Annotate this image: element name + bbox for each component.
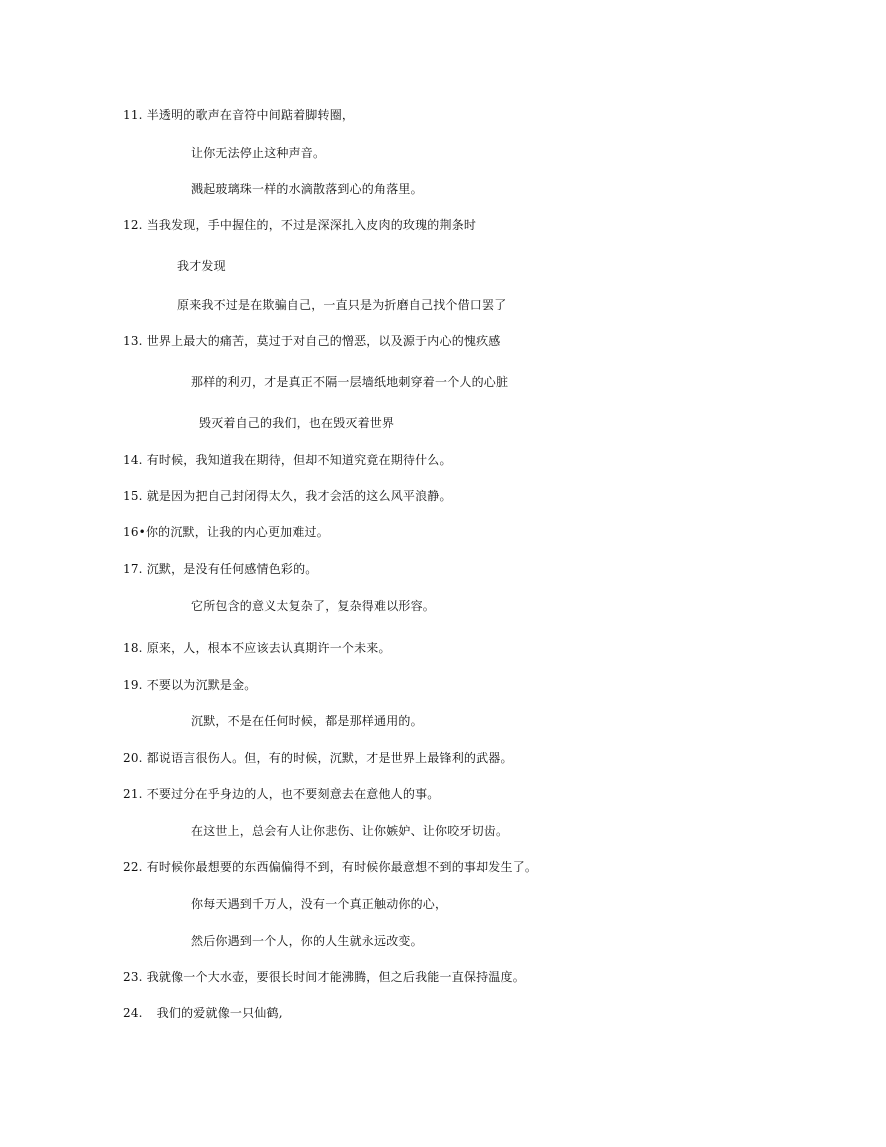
line-text: 我才发现 — [177, 259, 226, 273]
item-number: 23. — [123, 970, 143, 984]
line-21 — [123, 786, 440, 802]
item-number: 11. — [123, 108, 143, 122]
item-number: 17. — [123, 562, 143, 576]
item-number: 15. — [123, 489, 143, 503]
item-number: 19. — [123, 678, 143, 692]
line-11-cont-2 — [191, 181, 423, 197]
line-17-cont-1 — [191, 598, 435, 614]
line-15 — [123, 488, 452, 504]
item-number: 16• — [123, 525, 146, 539]
item-number: 14. — [123, 453, 143, 467]
line-12-cont-1 — [177, 258, 226, 274]
item-number: 18. — [123, 641, 143, 655]
line-text: 有时候，我知道我在期待，但却不知道究竟在期待什么。 — [146, 453, 452, 467]
item-number: 20. — [123, 751, 143, 765]
line-23 — [123, 969, 525, 985]
line-text: 毁灭着自己的我们，也在毁灭着世界 — [199, 416, 395, 430]
line-18 — [123, 640, 391, 656]
item-number: 13. — [123, 334, 143, 348]
line-19 — [123, 677, 257, 693]
line-text: 然后你遇到一个人，你的人生就永远改变。 — [191, 934, 423, 948]
line-text: 让你无法停止这种声音。 — [191, 146, 326, 160]
line-text: 原来我不过是在欺骗自己，一直只是为折磨自己找个借口罢了 — [177, 298, 507, 312]
line-17 — [123, 561, 318, 577]
line-text: 你的沉默，让我的内心更加难过。 — [145, 525, 329, 539]
item-number: 21. — [123, 787, 143, 801]
line-12-cont-2 — [177, 297, 506, 313]
line-12 — [123, 217, 476, 233]
line-text: 不要以为沉默是金。 — [146, 678, 257, 692]
item-number: 22. — [123, 860, 143, 874]
line-14 — [123, 452, 452, 468]
line-text: 有时候你最想要的东西偏偏得不到，有时候你最意想不到的事却发生了。 — [146, 860, 538, 874]
line-13-cont-1 — [191, 374, 508, 390]
line-text: 它所包含的意义太复杂了，复杂得难以形容。 — [191, 599, 436, 613]
line-text: 当我发现，手中握住的，不过是深深扎入皮肉的玫瑰的荆条时 — [146, 218, 477, 232]
line-22-cont-1 — [191, 896, 447, 912]
line-21-cont-1 — [191, 823, 508, 839]
line-11 — [123, 107, 354, 123]
line-text: 沉默，不是在任何时候，都是那样通用的。 — [191, 714, 423, 728]
item-number: 12. — [123, 218, 143, 232]
line-text: 溅起玻璃珠一样的水滴散落到心的角落里。 — [191, 182, 423, 196]
line-text: 半透明的歌声在音符中间踮着脚转圈， — [146, 108, 355, 122]
line-text: 都说语言很伤人。但，有的时候，沉默，才是世界上最锋利的武器。 — [146, 751, 513, 765]
line-text: 你每天遇到千万人，没有一个真正触动你的心， — [191, 897, 448, 911]
line-text: 沉默，是没有任何感情色彩的。 — [146, 562, 318, 576]
line-19-cont-1 — [191, 713, 423, 729]
line-11-cont-1 — [191, 145, 325, 161]
line-text: 就是因为把自己封闭得太久，我才会活的这么风平浪静。 — [146, 489, 452, 503]
line-22-cont-2 — [191, 933, 423, 949]
item-number: 24. — [123, 1006, 143, 1020]
line-text: 那样的利刃，才是真正不隔一层墙纸地刺穿着一个人的心脏 — [191, 375, 509, 389]
line-13-cont-2 — [199, 415, 394, 431]
line-16 — [123, 524, 329, 540]
line-20 — [123, 750, 513, 766]
line-text: 我就像一个大水壶，要很长时间才能沸腾，但之后我能一直保持温度。 — [146, 970, 525, 984]
line-text: 世界上最大的痛苦，莫过于对自己的憎恶，以及源于内心的愧疚感 — [146, 334, 501, 348]
line-text: 不要过分在乎身边的人，也不要刻意去在意他人的事。 — [146, 787, 440, 801]
line-text: 原来，人，根本不应该去认真期许一个未来。 — [146, 641, 391, 655]
line-text: 在这世上，总会有人让你悲伤、让你嫉妒、让你咬牙切齿。 — [191, 824, 509, 838]
line-22 — [123, 859, 537, 875]
line-text: 我们的爱就像一只仙鹤, — [156, 1006, 283, 1020]
line-24 — [123, 1005, 283, 1021]
line-13 — [123, 333, 501, 349]
